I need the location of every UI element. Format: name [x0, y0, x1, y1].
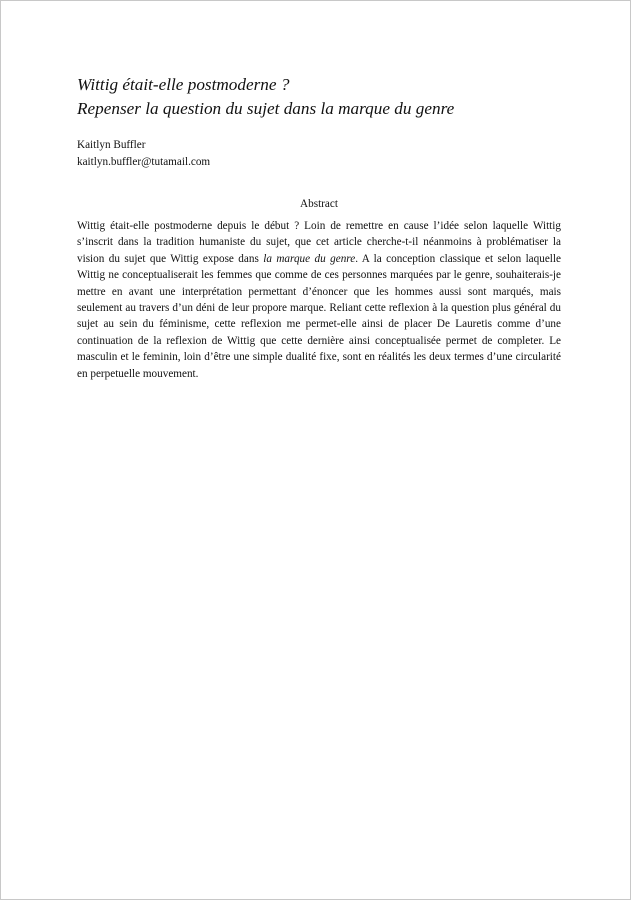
abstract-heading: Abstract [300, 198, 338, 210]
author-name: Kaitlyn Buffler [77, 139, 146, 151]
abstract-emphasis: la marque du genre [263, 252, 356, 265]
abstract-text-part-2: . A la conception classique et selon laquelle Wittig ne conceptualiserait les femmes que comme de ces personnes marquées par le genre, souhaiterais-je mettre en avant une interprétation permettant d’énoncer que les hommes aussi sont marqués, mais seulement au travers d’un déni de leur propore marque. Reliant cette reflexion à la question plus général du sujet au sein du féminisme, cette reflexion me permet-elle ainsi de placer De Lauretis comme d’une continuation de la reflexion de Wittig que cette dernière ainsi conceptualisée permet de completer. Le masculin et le feminin, loin d’être une simple dualité fixe, sont en réalités les deux termes d’une circularité en perpetuelle mouvement. [77, 252, 561, 380]
page-content [77, 73, 561, 393]
author-email: kaitlyn.buffler@tutamail.com [77, 155, 211, 168]
title-line-1: Wittig était-elle postmoderne ? [77, 75, 290, 94]
paper-title [77, 73, 561, 120]
author-block [77, 137, 561, 170]
abstract-body [77, 218, 561, 382]
abstract-text-part-1: Wittig était-elle postmoderne depuis le début ? Loin de remettre en cause l’idée selon laquelle Wittig s’inscrit dans la tradition humaniste du sujet, que cet article cherche-t-il néanmoins à problématiser la vision du sujet que Wittig expose dans [77, 220, 561, 265]
title-line-2: Repenser la question du sujet dans la marque du genre [77, 98, 455, 118]
